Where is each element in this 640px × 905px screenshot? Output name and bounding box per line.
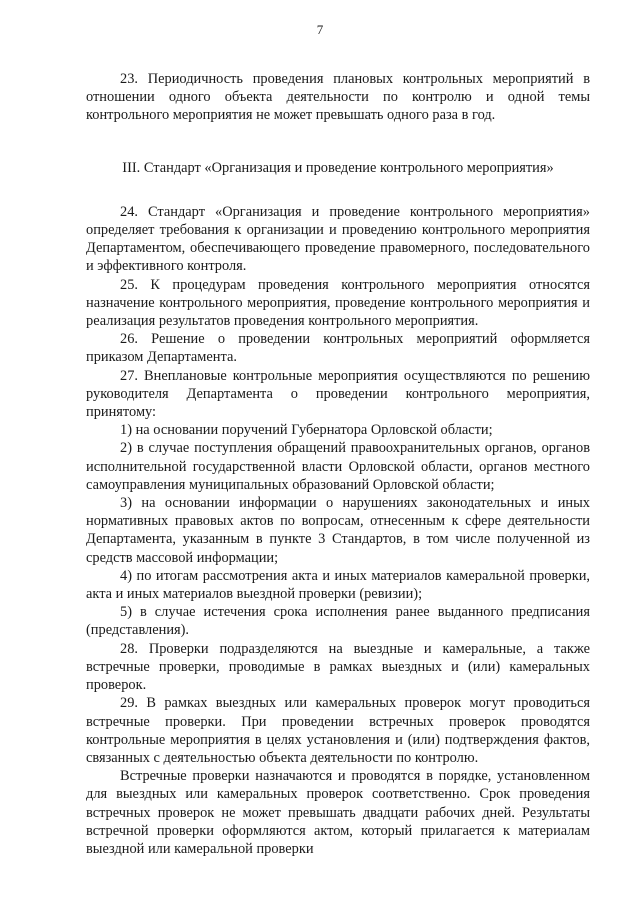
list-item-2: 2) в случае поступления обращений правоохранительных органов, органов исполнительной государственной власти Орловской области, органов местного самоуправления муниципальных образований Орловской области;	[86, 440, 590, 493]
list-item-5: 5) в случае истечения срока исполнения ранее выданного предписания (представления).	[86, 604, 590, 639]
page-number: 7	[316, 22, 324, 37]
paragraph-28: 28. Проверки подразделяются на выездные и камеральные, а также встречные проверки, проводимые в рамках выездных и (или) камеральных проверок.	[86, 640, 590, 694]
paragraph-29: 29. В рамках выездных или камеральных проверок могут проводиться встречные проверки. При проведении встречных проверок проводятся контрольные мероприятия в целях установления и (или) подтверждения фактов, связанных с деятельностью объекта деятельности по контролю.	[86, 695, 590, 766]
document-body	[86, 70, 590, 858]
list-item-3: 3) на основании информации о нарушениях законодательных и иных нормативных правовых актов по вопросам, отнесенным к сфере деятельности Департамента, указанным в пункте 3 Стандартов, в том числе полученной из средств массовой информации;	[86, 495, 590, 566]
list-item-4: 4) по итогам рассмотрения акта и иных материалов камеральной проверки, акта и иных материалов выездной проверки (ревизии);	[86, 567, 590, 603]
section-heading: III. Стандарт «Организация и проведение контрольного мероприятия»	[122, 159, 554, 176]
paragraph-24: 24. Стандарт «Организация и проведение контрольного мероприятия» определяет требования к организации и проведению контрольного мероприятия Департаментом, обеспечивающего проведение правомерного, последовательного и эффективного контроля.	[86, 203, 590, 275]
paragraph-26: 26. Решение о проведении контрольных мероприятий оформляется приказом Департамента.	[86, 331, 590, 366]
list-item-1: 1) на основании поручений Губернатора Орловской области;	[120, 422, 493, 439]
paragraph-25: 25. К процедурам проведения контрольного мероприятия относятся назначение контрольного мероприятия, проведение контрольного мероприятия и реализация результатов проведения контрольного мероприятия.	[86, 276, 590, 330]
paragraph-27: 27. Внеплановые контрольные мероприятия осуществляются по решению руководителя Департамента о проведении контрольного мероприятия, принятому:	[86, 367, 590, 421]
paragraph-counter-checks: Встречные проверки назначаются и проводятся в порядке, установленном для выездных или камеральных проверок соответственно. Срок проведения встречных проверок не может превышать двадцати рабочих дней. Результаты встречной проверки оформляются актом, который прилагается к материалам выездной или камеральной проверки	[86, 768, 590, 857]
paragraph-23: 23. Периодичность проведения плановых контрольных мероприятий в отношении одного объекта деятельности по контролю и одной темы контрольного мероприятия не может превышать одного раза в год.	[86, 71, 590, 124]
